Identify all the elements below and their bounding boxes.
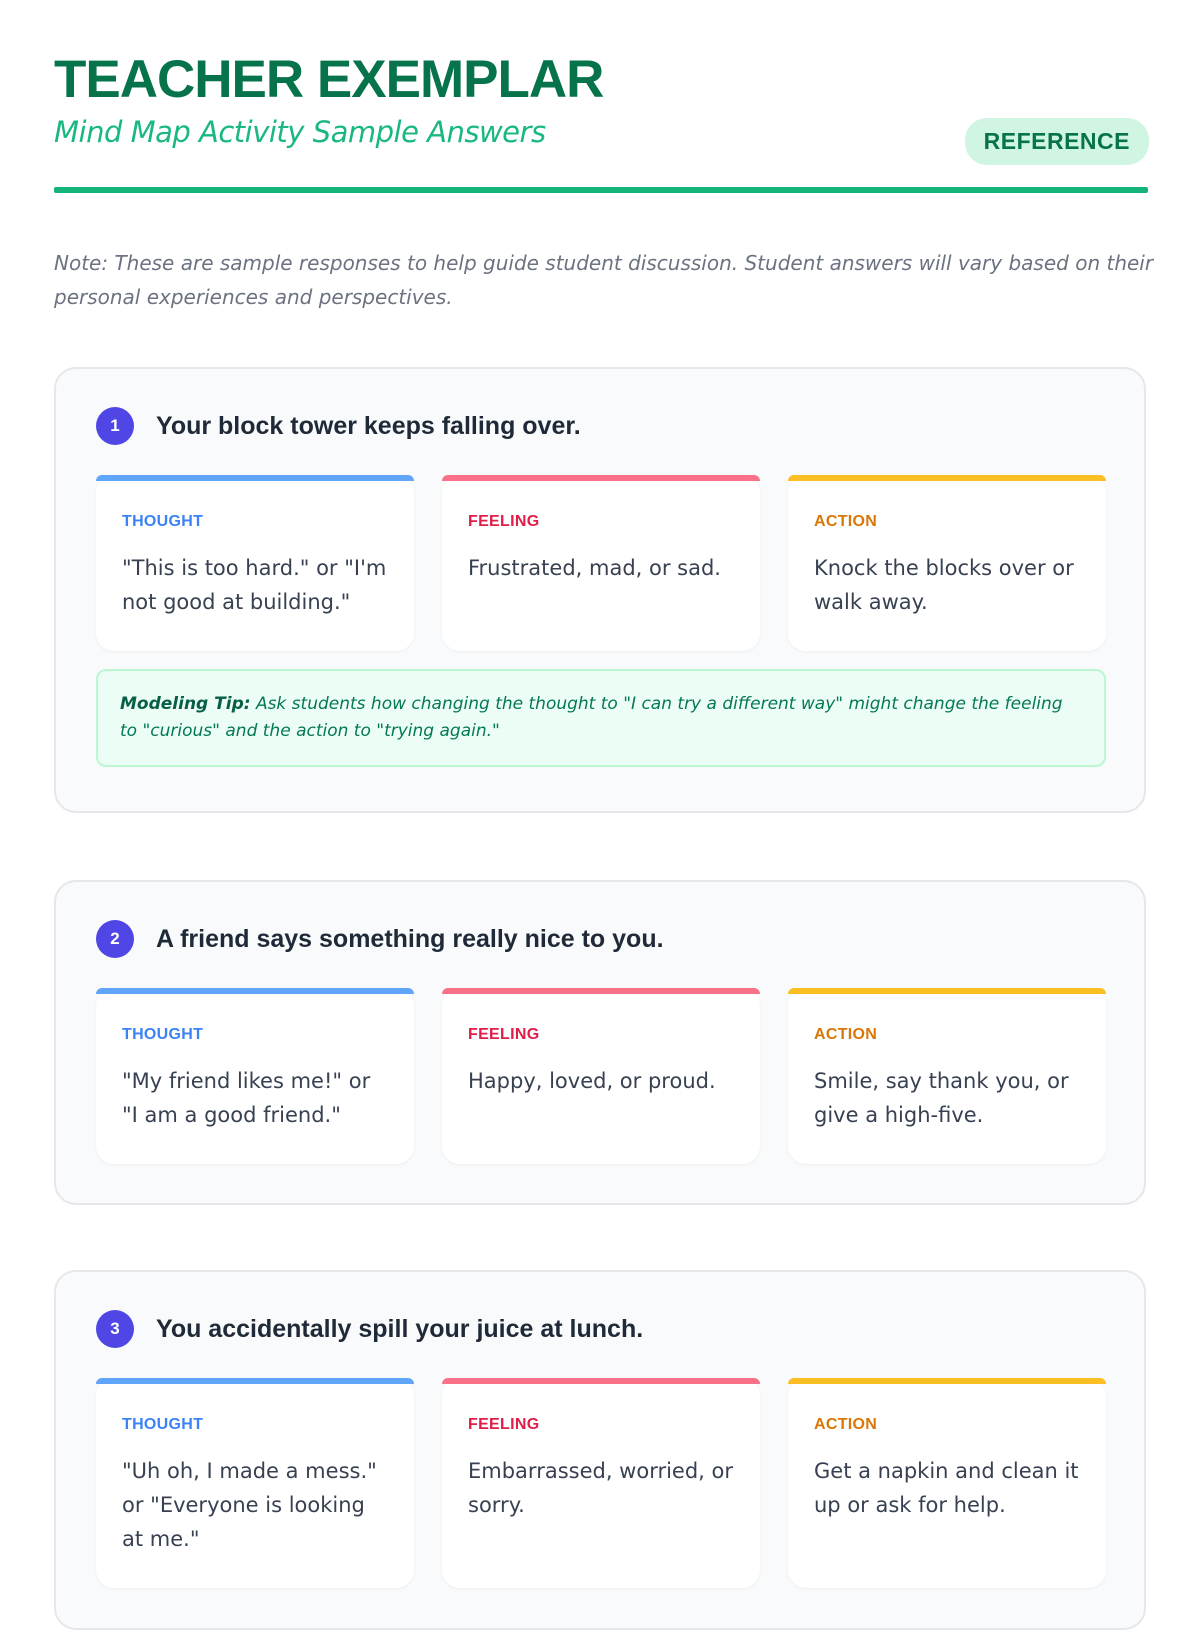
response-cards	[96, 1378, 1106, 1588]
thought-text: "This is too hard." or "I'm not good at building."	[122, 556, 387, 614]
response-cards	[96, 475, 1106, 651]
feeling-text: Embarrassed, worried, or sorry.	[468, 1459, 734, 1517]
modeling-tip-label: Modeling Tip:	[120, 694, 251, 714]
thought-label: THOUGHT	[122, 1416, 204, 1433]
scenario-prompt: Your block tower keeps falling over.	[156, 411, 581, 440]
scenario-prompt: You accidentally spill your juice at lunch.	[156, 1314, 644, 1343]
scenario-header	[96, 407, 581, 445]
page-title: TEACHER EXEMPLAR	[54, 50, 604, 109]
page-subtitle: Mind Map Activity Sample Answers	[54, 115, 546, 149]
scenario-number-badge: 1	[96, 407, 134, 445]
feeling-label: FEELING	[468, 1416, 540, 1433]
scenario-header	[96, 920, 664, 958]
thought-text: "Uh oh, I made a mess." or "Everyone is looking at me."	[122, 1459, 377, 1551]
response-cards	[96, 988, 1106, 1164]
thought-label: THOUGHT	[122, 513, 204, 530]
feeling-card	[442, 475, 760, 651]
feeling-text: Frustrated, mad, or sad.	[468, 556, 721, 580]
reference-badge: REFERENCE	[965, 118, 1149, 165]
scenario-number-badge: 2	[96, 920, 134, 958]
modeling-tip	[96, 669, 1106, 767]
scenario-card-1	[54, 367, 1146, 813]
feeling-card	[442, 1378, 760, 1588]
feeling-text: Happy, loved, or proud.	[468, 1069, 716, 1093]
scenario-header	[96, 1310, 643, 1348]
page-header	[54, 48, 1149, 152]
thought-card	[96, 988, 414, 1164]
action-label: ACTION	[814, 1416, 878, 1433]
feeling-card	[442, 988, 760, 1164]
feeling-label: FEELING	[468, 1026, 540, 1043]
modeling-tip-text: Ask students how changing the thought to "I can try a different way" might change the feeling to "curious" and the action to "trying again."	[120, 694, 1063, 741]
action-card	[788, 1378, 1106, 1588]
action-text: Smile, say thank you, or give a high-five.	[814, 1069, 1069, 1127]
action-text: Get a napkin and clean it up or ask for help.	[814, 1459, 1079, 1517]
header-divider	[54, 187, 1148, 193]
scenario-card-2	[54, 880, 1146, 1205]
action-card	[788, 475, 1106, 651]
thought-card	[96, 1378, 414, 1588]
feeling-label: FEELING	[468, 513, 540, 530]
thought-card	[96, 475, 414, 651]
action-label: ACTION	[814, 513, 878, 530]
thought-label: THOUGHT	[122, 1026, 204, 1043]
scenario-prompt: A friend says something really nice to you.	[156, 924, 664, 953]
action-label: ACTION	[814, 1026, 878, 1043]
teacher-note: Note: These are sample responses to help guide student discussion. Student answers will vary based on their personal experiences and perspectives.	[54, 251, 1154, 309]
thought-text: "My friend likes me!" or "I am a good friend."	[122, 1069, 371, 1127]
scenario-number-badge: 3	[96, 1310, 134, 1348]
scenario-card-3	[54, 1270, 1146, 1630]
action-text: Knock the blocks over or walk away.	[814, 556, 1074, 614]
action-card	[788, 988, 1106, 1164]
